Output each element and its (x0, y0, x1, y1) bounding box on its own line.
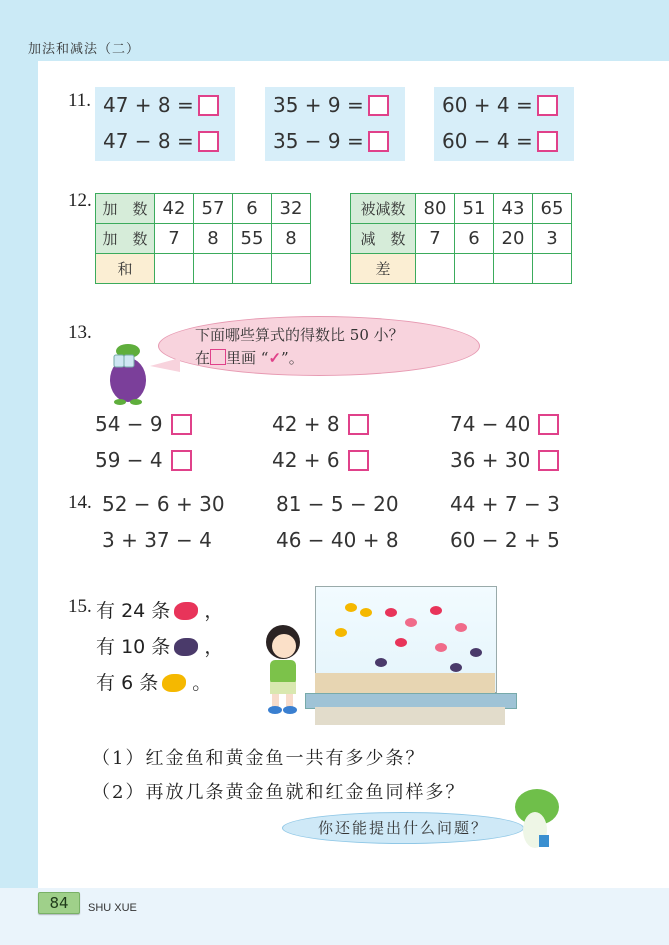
table-row (351, 254, 572, 284)
yellow-fish-icon (345, 603, 357, 612)
table-cell: 7 (155, 224, 194, 254)
red-fish-icon (395, 638, 407, 647)
equation-group-2 (265, 87, 405, 161)
table-cell: 20 (494, 224, 533, 254)
page-number: 84 (38, 892, 80, 914)
check-box[interactable] (538, 450, 559, 471)
fish-count-yellow: 有 6 条 。 (96, 672, 212, 694)
subtraction-table (350, 193, 572, 284)
girl-illustration-icon (258, 620, 308, 715)
equation-row: 60 − 4 = (442, 129, 558, 153)
red-fish-icon (385, 608, 397, 617)
tank-sand (315, 673, 495, 693)
question-number-12: 12. (68, 190, 92, 211)
compare-item: 59 − 4 (95, 448, 192, 472)
bubble-text-line1: 下面哪些算式的得数比 50 小？ (195, 326, 404, 344)
tank-stand (315, 707, 505, 725)
check-box[interactable] (348, 414, 369, 435)
table-cell: 65 (533, 194, 572, 224)
black-fish-icon (375, 658, 387, 667)
row-label: 差 (351, 254, 416, 284)
table-cell: 8 (194, 224, 233, 254)
table-cell: 55 (233, 224, 272, 254)
row-label: 被减数 (351, 194, 416, 224)
compare-item: 54 − 9 (95, 412, 192, 436)
answer-box[interactable] (198, 95, 219, 116)
bubble-text-line2: 在 里画 “✓”。 (195, 349, 304, 367)
answer-cell[interactable] (194, 254, 233, 284)
answer-box[interactable] (368, 131, 389, 152)
fish-count-black: 有 10 条 ， (96, 636, 224, 658)
expression: 52 − 6 + 30 (102, 492, 225, 516)
red-fish-icon (455, 623, 467, 632)
equation-row: 47 − 8 = (103, 129, 219, 153)
table-row (351, 194, 572, 224)
check-box[interactable] (171, 414, 192, 435)
compare-item: 42 + 6 (272, 448, 369, 472)
answer-cell[interactable] (155, 254, 194, 284)
row-label: 加 数 (96, 224, 155, 254)
equation-row: 35 + 9 = (273, 93, 389, 117)
answer-cell[interactable] (455, 254, 494, 284)
answer-cell[interactable] (233, 254, 272, 284)
compare-item: 36 + 30 (450, 448, 559, 472)
yellow-fish-icon (360, 608, 372, 617)
table-cell: 51 (455, 194, 494, 224)
row-label: 和 (96, 254, 155, 284)
row-label: 减 数 (351, 224, 416, 254)
speech-bubble-tail (150, 358, 180, 372)
table-cell: 42 (155, 194, 194, 224)
answer-cell[interactable] (416, 254, 455, 284)
expression: 44 + 7 − 3 (450, 492, 560, 516)
expression: 60 − 2 + 5 (450, 528, 560, 552)
box-symbol-icon (210, 349, 226, 365)
equation-row: 35 − 9 = (273, 129, 389, 153)
question-number-14: 14. (68, 492, 92, 513)
aquarium-illustration (305, 578, 515, 728)
red-fish-icon (435, 643, 447, 652)
answer-cell[interactable] (272, 254, 311, 284)
table-row (96, 194, 311, 224)
black-fish-icon (470, 648, 482, 657)
check-box[interactable] (171, 450, 192, 471)
sub-question-2: （2）再放几条黄金鱼就和红金鱼同样多？ (92, 782, 466, 803)
table-cell: 32 (272, 194, 311, 224)
answer-cell[interactable] (533, 254, 572, 284)
speech-bubble-blue: 你还能提出什么问题？ (282, 812, 524, 844)
sub-question-1: （1）红金鱼和黄金鱼一共有多少条？ (92, 748, 426, 769)
table-cell: 43 (494, 194, 533, 224)
table-cell: 80 (416, 194, 455, 224)
table-cell: 7 (416, 224, 455, 254)
check-mark-icon: ✓ (268, 349, 282, 367)
subject-label: SHU XUE (88, 902, 137, 914)
table-cell: 6 (233, 194, 272, 224)
table-cell: 3 (533, 224, 572, 254)
eggplant-character-icon (98, 335, 158, 405)
footer-band (0, 888, 669, 945)
black-fish-icon (450, 663, 462, 672)
table-row (351, 224, 572, 254)
answer-box[interactable] (198, 131, 219, 152)
expression: 3 + 37 − 4 (102, 528, 212, 552)
black-goldfish-icon (174, 638, 198, 656)
table-row (96, 224, 311, 254)
question-number-13: 13. (68, 322, 92, 343)
expression: 46 − 40 + 8 (276, 528, 399, 552)
red-fish-icon (430, 606, 442, 615)
answer-box[interactable] (537, 95, 558, 116)
answer-box[interactable] (368, 95, 389, 116)
question-number-11: 11. (68, 90, 92, 111)
answer-cell[interactable] (494, 254, 533, 284)
equation-row: 60 + 4 = (442, 93, 558, 117)
question-number-15: 15. (68, 596, 92, 617)
yellow-goldfish-icon (162, 674, 186, 692)
cabbage-character-icon (505, 785, 565, 860)
row-label: 加 数 (96, 194, 155, 224)
equation-group-1 (95, 87, 235, 161)
table-cell: 57 (194, 194, 233, 224)
red-fish-icon (405, 618, 417, 627)
addition-table (95, 193, 311, 284)
compare-item: 74 − 40 (450, 412, 559, 436)
chapter-title: 加法和减法（二） (28, 42, 141, 57)
table-cell: 8 (272, 224, 311, 254)
equation-row: 47 + 8 = (103, 93, 219, 117)
table-cell: 6 (455, 224, 494, 254)
answer-box[interactable] (537, 131, 558, 152)
table-row (96, 254, 311, 284)
yellow-fish-icon (335, 628, 347, 637)
check-box[interactable] (538, 414, 559, 435)
compare-item: 42 + 8 (272, 412, 369, 436)
fish-count-red: 有 24 条 ， (96, 600, 224, 622)
equation-group-3 (434, 87, 574, 161)
red-goldfish-icon (174, 602, 198, 620)
check-box[interactable] (348, 450, 369, 471)
expression: 81 − 5 − 20 (276, 492, 399, 516)
